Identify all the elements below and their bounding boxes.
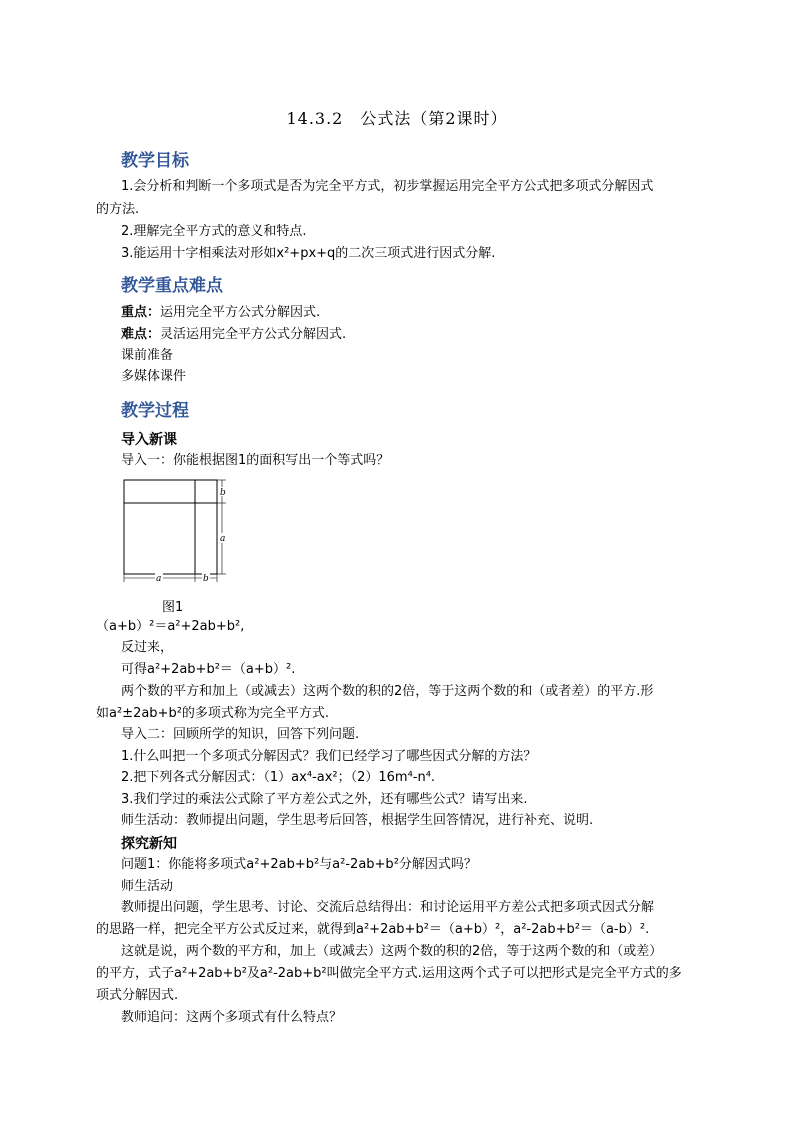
heading-process: 教学过程 (121, 401, 189, 421)
key-label: 重点： (121, 305, 161, 320)
difficulty-label: 难点： (121, 327, 161, 342)
intro-1: 导入一：你能根据图1的面积写出一个等式吗？ (121, 453, 390, 468)
objective-2: 2.理解完全平方式的意义和特点. (121, 224, 307, 239)
question-1: 1.什么叫把一个多项式分解因式？我们已经学习了哪些因式分解的方法？ (121, 749, 537, 764)
paragraph-1a: 两个数的平方和加上（或减去）这两个数的积的2倍，等于这两个数的和（或者差）的平方.形 (121, 684, 654, 699)
figure-label-b-right: b (220, 488, 226, 498)
equation-2: 可得a²+2ab+b²＝（a+b）². (121, 662, 296, 677)
key-text: 运用完全平方公式分解因式. (160, 305, 321, 320)
paragraph-2a: 教师提出问题，学生思考、讨论、交流后总结得出：和讨论运用平方差公式把多项式因式分解 (121, 900, 655, 915)
key-point (121, 302, 701, 324)
objective-1a: 1.会分析和判断一个多项式是否为完全平方式，初步掌握运用完全平方公式把多项式分解因式 (121, 179, 654, 194)
activity-2: 师生活动 (121, 879, 174, 894)
heading-objectives: 教学目标 (121, 151, 189, 171)
figure-label-b-bottom: b (203, 574, 209, 584)
paragraph-2b: 的思路一样，把完全平方公式反过来，就得到a²+2ab+b²＝（a+b）²，a²-2ab+b²＝（a-b）². (96, 922, 650, 937)
activity-1: 师生活动：教师提出问题，学生思考后回答，根据学生回答情况，进行补充、说明. (121, 813, 594, 828)
page-title: 14.3.2 公式法（第2课时） (286, 109, 508, 128)
explore-heading: 探究新知 (121, 836, 177, 852)
paragraph-3c: 项式分解因式. (96, 988, 179, 1003)
media-label: 多媒体课件 (121, 369, 187, 384)
reverse-text: 反过来， (121, 640, 174, 655)
teacher-followup: 教师追问：这两个多项式有什么特点？ (121, 1010, 343, 1025)
intro-2: 导入二：回顾所学的知识，回答下列问题. (121, 727, 360, 742)
difficulty-point (121, 324, 701, 346)
equation-1: （a+b）²＝a²+2ab+b², (96, 619, 245, 634)
question-2: 2.把下列各式分解因式：（1）ax⁴-ax²；（2）16m⁴-n⁴. (121, 770, 436, 785)
prep-label: 课前准备 (121, 348, 174, 363)
paragraph-3a: 这就是说，两个数的平方和，加上（或减去）这两个数的积的2倍，等于这两个数的和（或差） (121, 944, 663, 959)
intro-heading: 导入新课 (121, 432, 177, 448)
figure-label-a-right: a (220, 534, 226, 544)
paragraph-1b: 如a²±2ab+b²的多项式称为完全平方式. (96, 706, 330, 721)
question-3: 3.我们学过的乘法公式除了平方差公式之外，还有哪些公式？请写出来. (121, 792, 528, 807)
problem-1: 问题1：你能将多项式a²+2ab+b²与a²-2ab+b²分解因式吗？ (121, 857, 477, 872)
heading-keypoints: 教学重点难点 (121, 276, 223, 296)
objective-3: 3.能运用十字相乘法对形如x²+px+q的二次三项式进行因式分解. (121, 246, 496, 261)
difficulty-text: 灵活运用完全平方公式分解因式. (160, 327, 347, 342)
figure-1 (118, 474, 230, 586)
figure-label-a-bottom: a (156, 574, 162, 584)
objective-1b: 的方法. (96, 202, 140, 217)
figure-caption: 图1 (162, 600, 184, 615)
paragraph-3b: 的平方，式子a²+2ab+b²及a²-2ab+b²叫做完全平方式.运用这两个式子可以把形式是完全平方式的多 (96, 966, 682, 981)
